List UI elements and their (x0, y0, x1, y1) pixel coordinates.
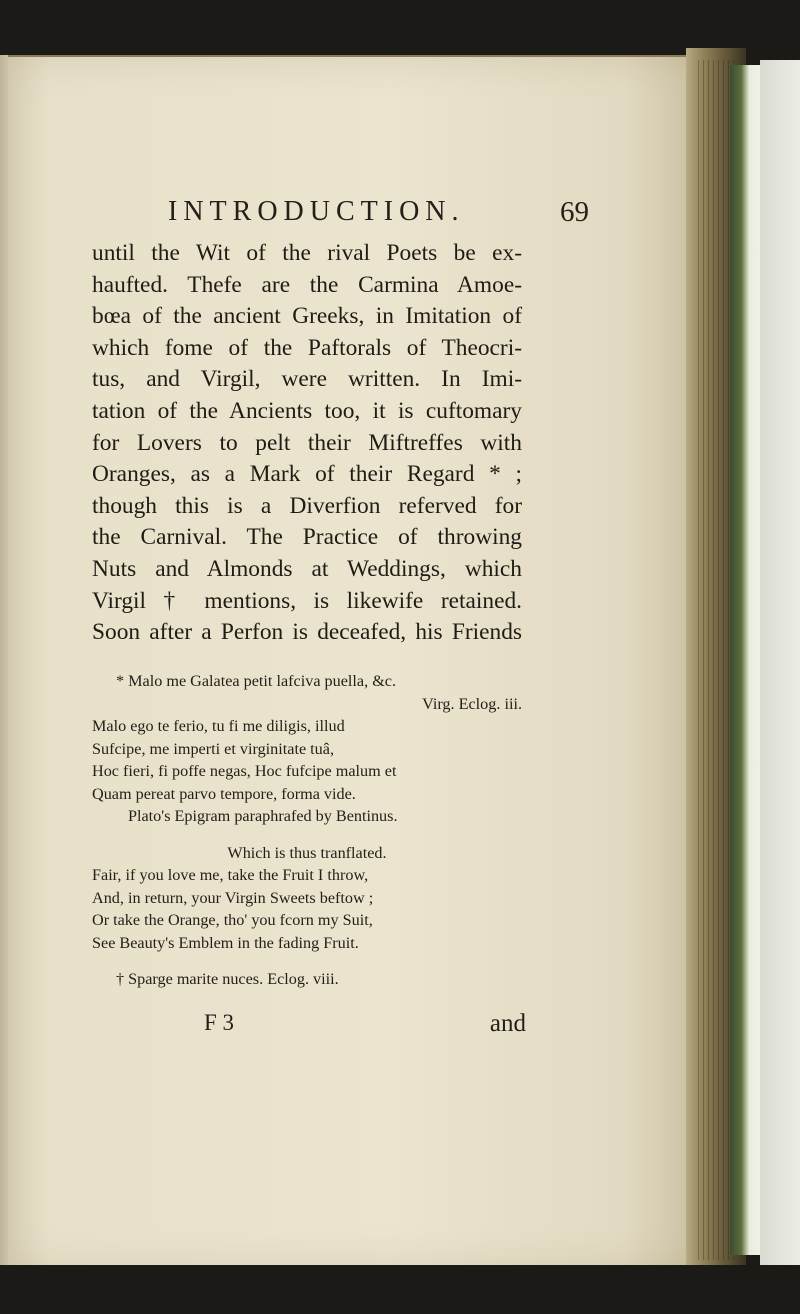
scan-margin (760, 60, 800, 1265)
footnote-dagger: † Sparge marite nuces. Eclog. viii. (116, 970, 339, 988)
footnotes (92, 670, 522, 991)
footnote-source: Virg. Eclog. iii. (422, 694, 522, 713)
english-verse-line: Or take the Orange, tho' you fcorn my Suit, (92, 911, 373, 929)
body-line: Soon after a Perfon is deceafed, his Friends (92, 619, 522, 646)
latin-verse-line: Quam pereat parvo tempore, forma vide. (92, 784, 356, 803)
footnote-star: * Malo me Galatea petit lafciva puella, &c. (116, 672, 397, 690)
scan-bottom (0, 1265, 800, 1314)
english-verse-line: See Beauty's Emblem in the fading Fruit. (92, 933, 359, 952)
spacer (92, 828, 522, 842)
body-line: the Carnival. The Practice of throwing (92, 524, 522, 551)
body-line: Oranges, as a Mark of their Regard * ; (92, 461, 522, 488)
signature-mark: F 3 (204, 1010, 235, 1035)
latin-verse-line: Malo ego te ferio, tu fi me diligis, illud (92, 717, 345, 735)
running-header: INTRODUCTION. (168, 196, 465, 227)
body-line: Nuts and Almonds at Weddings, which (92, 555, 522, 582)
body-line: bœa of the ancient Greeks, in Imitation of (92, 303, 522, 330)
english-verse-line: And, in return, your Virgin Sweets beftow ; (92, 888, 374, 907)
english-verse-line: Fair, if you love me, take the Fruit I throw, (92, 866, 369, 884)
body-line: haufted. Thefe are the Carmina Amoe- (92, 271, 522, 298)
body-line: which fome of the Paftorals of Theocri- (92, 334, 522, 361)
latin-verse-line: Sufcipe, me imperti et virginitate tuâ, (92, 739, 334, 758)
book-cover-edge (730, 65, 762, 1255)
body-line: tus, and Virgil, were written. In Imi- (92, 366, 522, 393)
body-line: tation of the Ancients too, it is cuftomary (92, 397, 522, 424)
catchword: and (489, 1010, 526, 1037)
body-line: for Lovers to pelt their Miftreffes with (92, 429, 522, 456)
epigram-attribution: Plato's Epigram paraphrafed by Bentinus. (128, 807, 398, 825)
body-line: Virgil † mentions, is likewife retained. (92, 587, 522, 614)
spacer (92, 954, 522, 968)
body-text (92, 238, 522, 649)
latin-verse-line: Hoc fieri, fi poffe negas, Hoc fufcipe malum et (92, 762, 397, 780)
body-line: though this is a Diverfion referved for (92, 492, 522, 519)
body-line: until the Wit of the rival Poets be ex- (92, 240, 522, 266)
translation-intro: Which is thus tranflated. (227, 843, 387, 862)
page-number: 69 (560, 196, 589, 228)
